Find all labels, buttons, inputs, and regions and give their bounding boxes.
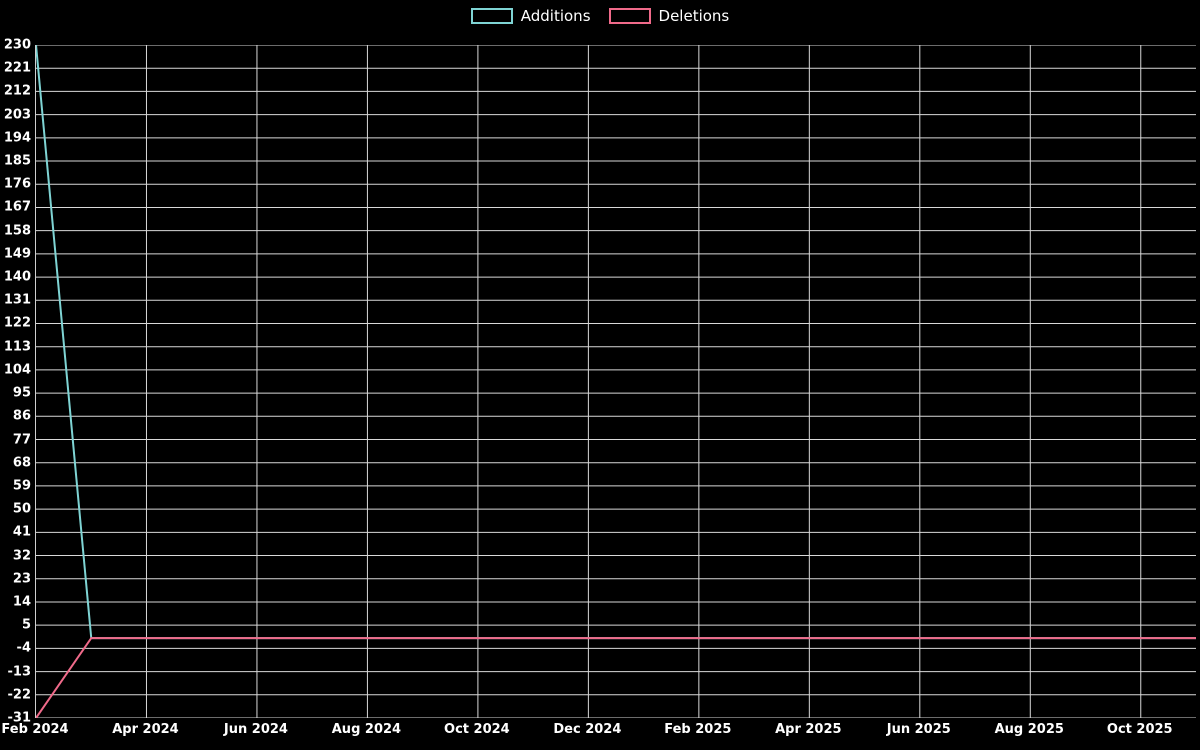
y-axis-tick-label: 5 (21, 617, 31, 633)
y-axis-tick-label: 104 (3, 362, 31, 378)
y-axis-tick-label: 194 (3, 130, 31, 146)
series-line-deletions (36, 638, 1196, 718)
y-axis-tick-label: 230 (3, 37, 31, 53)
legend-label-additions: Additions (520, 7, 591, 25)
x-axis-tick-label: Feb 2025 (664, 722, 732, 737)
y-axis-tick-label: 122 (3, 315, 31, 331)
y-axis-tick-label: 167 (3, 199, 31, 215)
legend-swatch-additions (471, 8, 513, 24)
y-axis-tick-label: 149 (3, 246, 31, 262)
legend-label-deletions: Deletions (658, 7, 730, 25)
y-axis-labels (0, 37, 33, 726)
y-axis-tick-label: -4 (16, 640, 31, 656)
y-axis-tick-label: 86 (12, 408, 31, 424)
y-axis-tick-label: 203 (3, 107, 31, 123)
y-axis-tick-label: -31 (7, 710, 31, 726)
legend-swatch-deletions (609, 8, 651, 24)
x-axis-tick-label: Apr 2024 (112, 722, 179, 737)
y-axis-tick-label: 68 (12, 455, 31, 471)
y-axis-tick-label: 32 (12, 548, 31, 564)
y-axis-tick-label: 158 (3, 223, 31, 239)
x-axis-tick-label: Aug 2025 (994, 722, 1064, 737)
y-axis-tick-label: -13 (7, 664, 31, 680)
chart-legend (0, 8, 1200, 24)
y-axis-tick-label: 59 (12, 478, 31, 494)
legend-item-additions[interactable] (471, 8, 591, 24)
y-axis-tick-label: 212 (3, 83, 31, 99)
x-axis-tick-label: Oct 2025 (1106, 722, 1173, 737)
y-axis-tick-label: -22 (7, 687, 31, 703)
y-axis-tick-label: 14 (12, 594, 31, 610)
plot-area (35, 45, 1195, 718)
y-axis-tick-label: 113 (3, 339, 31, 355)
y-axis-tick-label: 23 (12, 571, 31, 587)
x-axis-tick-label: Oct 2024 (444, 722, 510, 737)
y-axis-tick-label: 50 (12, 501, 31, 517)
x-axis-tick-label: Dec 2024 (553, 722, 622, 737)
y-axis-tick-label: 77 (12, 432, 31, 448)
x-axis-tick-label: Apr 2025 (775, 722, 842, 737)
y-axis-tick-label: 95 (12, 385, 31, 401)
y-axis-tick-label: 221 (3, 60, 31, 76)
series-line-additions (36, 45, 1196, 638)
x-axis-tick-label: Feb 2024 (1, 722, 69, 737)
y-axis-tick-label: 140 (3, 269, 31, 285)
y-axis-tick-label: 176 (3, 176, 31, 192)
x-axis-tick-label: Jun 2024 (223, 722, 288, 737)
x-axis-labels (1, 722, 1200, 746)
y-axis-tick-label: 185 (3, 153, 31, 169)
legend-item-deletions[interactable] (609, 8, 730, 24)
y-axis-tick-label: 131 (3, 292, 31, 308)
y-axis-tick-label: 41 (12, 524, 31, 540)
plot-svg (36, 45, 1196, 718)
x-axis-tick-label: Aug 2024 (331, 722, 402, 737)
x-axis-tick-label: Jun 2025 (886, 722, 951, 737)
